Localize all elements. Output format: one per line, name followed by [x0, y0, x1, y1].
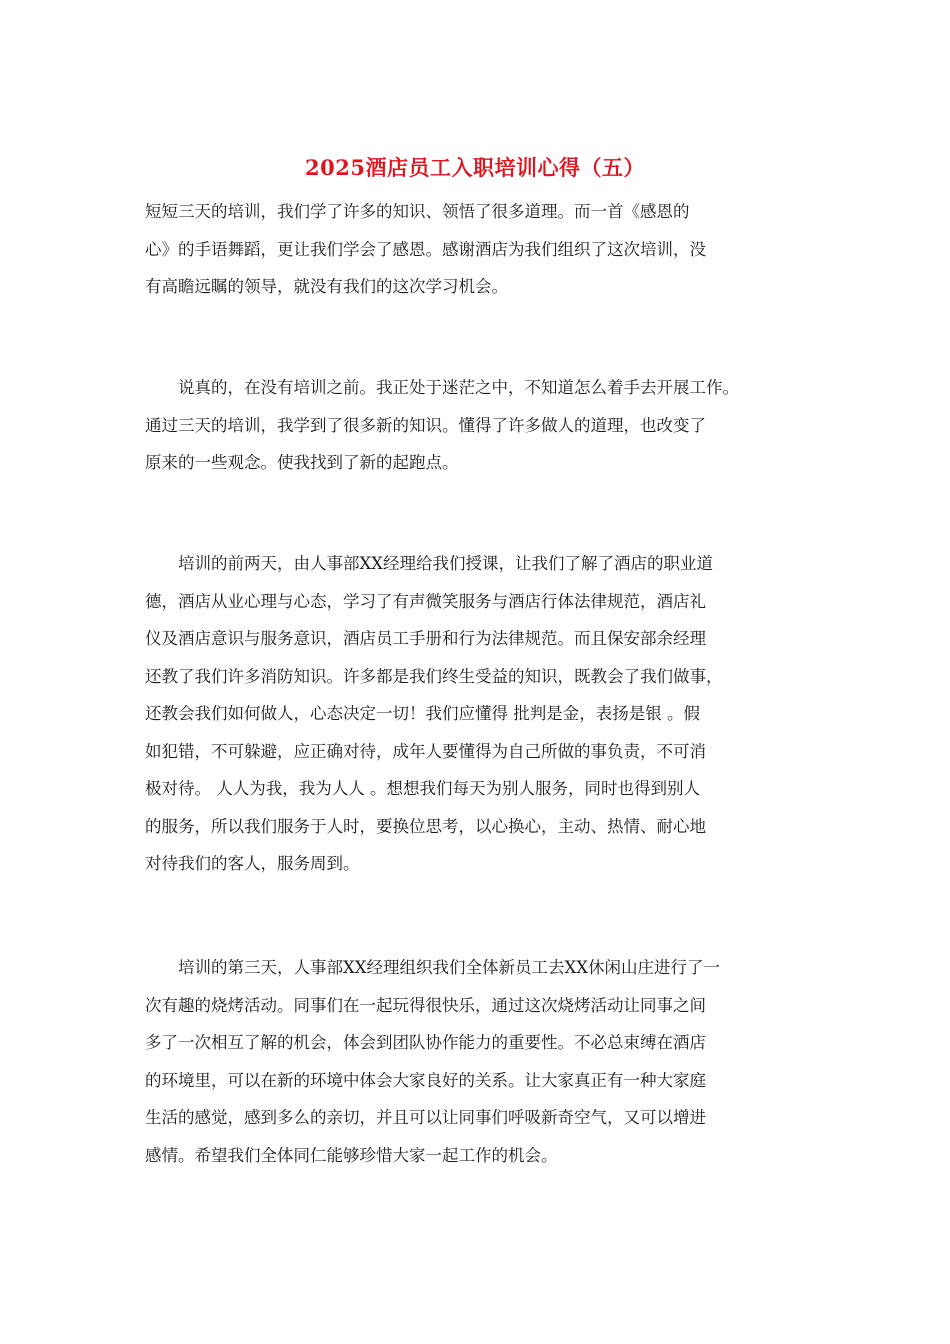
paragraph-line: 还教了我们许多消防知识。许多都是我们终生受益的知识，既教会了我们做事，: [145, 666, 723, 686]
paragraph-line: 多了一次相互了解的机会，体会到团队协作能力的重要性。不必总束缚在酒店: [145, 1033, 706, 1052]
paragraph-line: 如犯错，不可躲避，应正确对待，成年人要懂得为自己所做的事负责，不可消: [145, 741, 706, 761]
paragraph-line: 心》的手语舞蹈，更让我们学会了感恩。感谢酒店为我们组织了这次培训，没: [145, 239, 706, 259]
paragraph-line: 原来的一些观念。使我找到了新的起跑点。: [145, 453, 459, 472]
paragraph-line: 还教会我们如何做人，心态决定一切！我们应懂得 批判是金，表扬是银 。假: [145, 704, 700, 723]
paragraph-line: 仪及酒店意识与服务意识，酒店员工手册和行为法律规范。而且保安部余经理: [145, 629, 706, 648]
paragraph-1: [145, 193, 815, 306]
paragraph-line: 培训的第三天，人事部XX经理组织我们全体新员工去XX休闲山庄进行了一: [145, 958, 720, 977]
paragraph-line: 极对待。 人人为我，我为人人 。想想我们每天为别人服务，同时也得到别人: [145, 779, 700, 798]
paragraph-line: 通过三天的培训，我学到了很多新的知识。懂得了许多做人的道理，也改变了: [145, 415, 706, 435]
paragraph-line: 对待我们的客人，服务周到。: [145, 854, 360, 873]
paragraph-line: 有高瞻远瞩的领导，就没有我们的这次学习机会。: [145, 277, 508, 296]
paragraph-line: 培训的前两天，由人事部XX经理给我们授课，让我们了解了酒店的职业道: [145, 554, 713, 573]
document-title: 2025酒店员工入职培训心得（五）: [305, 155, 645, 180]
paragraph-line: 德，酒店从业心理与心态，学习了有声微笑服务与酒店行体法律规范，酒店礼: [145, 591, 706, 611]
paragraph-line: 说真的，在没有培训之前。我正处于迷茫之中，不知道怎么着手去开展工作。: [145, 378, 739, 397]
paragraph-line: 生活的感觉，感到多么的亲切，并且可以让同事们呼吸新奇空气，又可以增进: [145, 1108, 706, 1127]
paragraph-2: [145, 369, 815, 482]
paragraph-4: [145, 949, 815, 1174]
paragraph-line: 次有趣的烧烤活动。同事们在一起玩得很快乐，通过这次烧烤活动让同事之间: [145, 995, 706, 1015]
paragraph-3: [145, 545, 815, 883]
paragraph-line: 的环境里，可以在新的环境中体会大家良好的关系。让大家真正有一种大家庭: [145, 1070, 706, 1090]
paragraph-line: 感情。希望我们全体同仁能够珍惜大家一起工作的机会。: [145, 1145, 558, 1165]
paragraph-line: 的服务，所以我们服务于人时，要换位思考，以心换心，主动、热情、耐心地: [145, 816, 706, 836]
paragraph-line: 短短三天的培训，我们学了许多的知识、领悟了很多道理。而一首《感恩的: [145, 202, 690, 221]
